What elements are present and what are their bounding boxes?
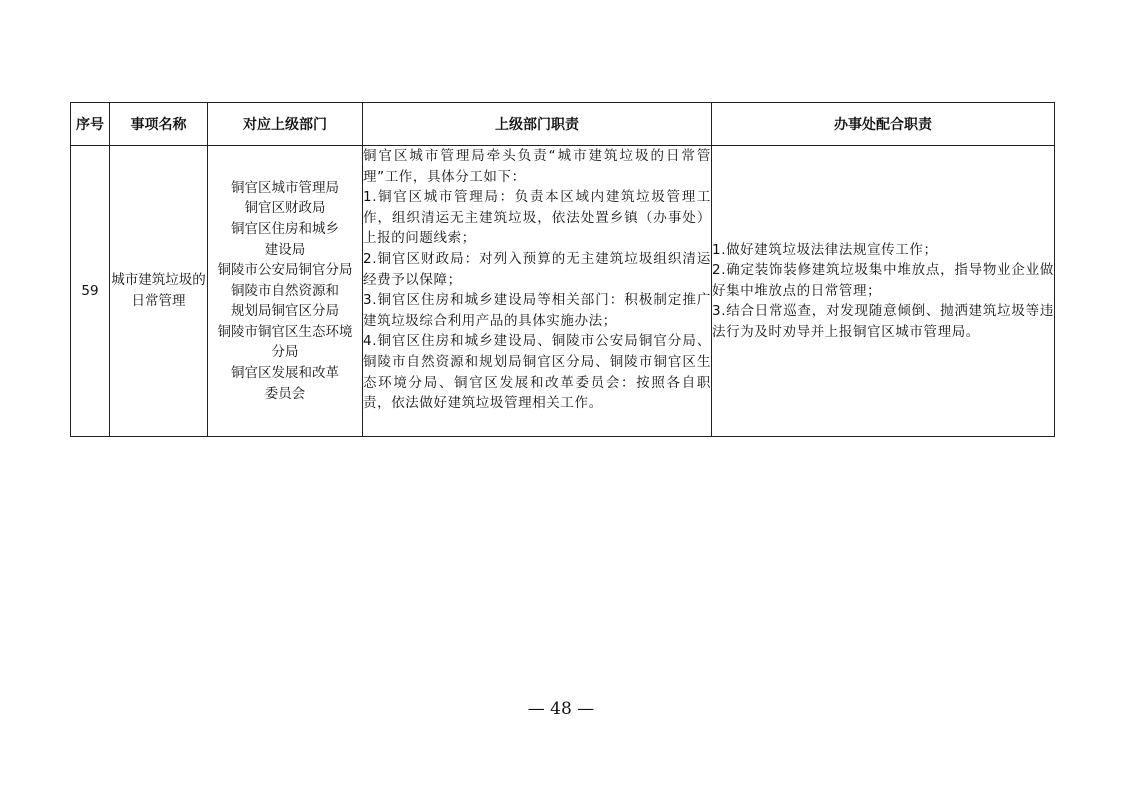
dept-line: 铜陵市铜官区生态环境 — [217, 323, 353, 340]
dept-line: 分局 — [271, 344, 299, 361]
header-superior-dept: 对应上级部门 — [208, 103, 363, 146]
coop-paragraph: 3.结合日常巡查，对发现随意倾倒、抛洒建筑垃圾等违法行为及时劝导并上报铜官区城市管理局。 — [712, 303, 1054, 340]
coop-paragraph: 1.做好建筑垃圾法律法规宣传工作； — [712, 241, 938, 258]
responsibility-table — [70, 102, 1055, 437]
dept-line: 铜陵市自然资源和 — [231, 282, 339, 299]
duty-paragraph: 4.铜官区住房和城乡建设局、铜陵市公安局铜官分局、铜陵市自然资源和规划局铜官区分局、铜陵市铜官区生态环境分局、铜官区发展和改革委员会：按照各自职责，依法做好建筑垃圾管理相关工作。 — [363, 333, 711, 412]
header-seq: 序号 — [71, 103, 110, 146]
cell-seq: 59 — [71, 146, 110, 437]
table-header-row — [71, 103, 1055, 146]
header-item-name: 事项名称 — [110, 103, 208, 146]
duty-paragraph: 1.铜官区城市管理局：负责本区域内建筑垃圾管理工作，组织清运无主建筑垃圾，依法处置乡镇（办事处）上报的问题线索； — [363, 189, 711, 247]
cell-superior-duty — [363, 146, 712, 437]
page-number: — 48 — — [527, 699, 595, 719]
coop-paragraph: 2.确定装饰装修建筑垃圾集中堆放点，指导物业企业做好集中堆放点的日常管理； — [712, 262, 1054, 299]
header-superior-duty: 上级部门职责 — [363, 103, 712, 146]
dept-line: 建设局 — [264, 241, 306, 258]
dept-line: 铜陵市公安局铜官分局 — [217, 262, 353, 279]
dept-line: 委员会 — [264, 385, 306, 402]
cell-superior-dept — [208, 146, 363, 437]
cell-item-name: 城市建筑垃圾的日常管理 — [110, 146, 208, 437]
dept-line: 铜官区城市管理局 — [231, 179, 339, 196]
cell-office-coop-duty — [712, 146, 1055, 437]
dept-line: 铜官区住房和城乡 — [231, 220, 339, 237]
dept-line: 铜官区财政局 — [244, 200, 326, 217]
duty-paragraph: 3.铜官区住房和城乡建设局等相关部门：积极制定推广建筑垃圾综合利用产品的具体实施办法； — [363, 292, 711, 329]
table-row — [71, 146, 1055, 437]
dept-line: 规划局铜官区分局 — [231, 303, 339, 320]
dept-line: 铜官区发展和改革 — [231, 365, 339, 382]
duty-paragraph: 2.铜官区财政局：对列入预算的无主建筑垃圾组织清运经费予以保障； — [363, 250, 711, 288]
header-office-coop-duty: 办事处配合职责 — [712, 103, 1055, 146]
duty-paragraph: 铜官区城市管理局牵头负责“城市建筑垃圾的日常管理”工作，具体分工如下： — [363, 148, 711, 185]
